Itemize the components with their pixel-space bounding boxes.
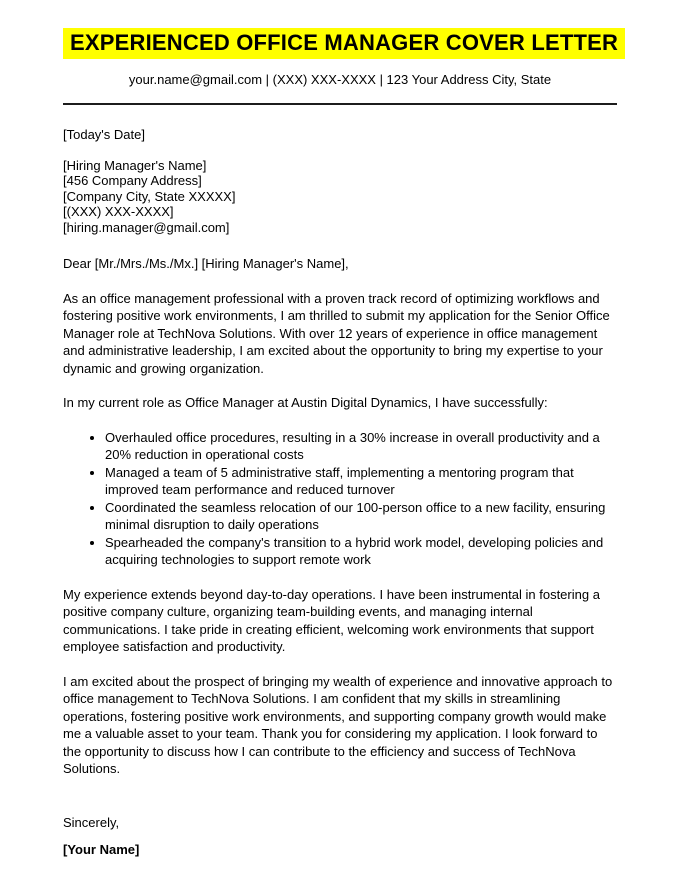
letter-body <box>63 127 617 859</box>
achievement-item: • Spearheaded the company's transition to a hybrid work model, developing policies and acquiring technologies to support remote work <box>105 534 617 569</box>
recipient-line: [(XXX) XXX-XXXX] <box>63 204 174 219</box>
paragraph-intro: As an office management professional with a proven track record of optimizing workflows and fostering positive work environments, I am thrilled to submit my application for the Senior Office Manager role at TechNova Solutions. With over 12 years of experience in office management and administrative leadership, I am excited about the opportunity to bring my expertise to your dynamic and growing organization. <box>63 290 610 376</box>
recipient-line: [hiring.manager@gmail.com] <box>63 219 230 235</box>
page-title <box>63 28 617 59</box>
recipient-line: [Hiring Manager's Name] <box>63 157 207 173</box>
paragraph-current-role: In my current role as Office Manager at Austin Digital Dynamics, I have successfully: <box>63 395 548 410</box>
recipient-line: [Company City, State XXXXX] <box>63 188 236 204</box>
date-line: [Today's Date] <box>63 127 145 142</box>
achievement-item: • Overhauled office procedures, resulting in a 30% increase in overall productivity and a 20% reduction in operational costs <box>105 429 617 464</box>
signature-name: [Your Name] <box>63 842 140 857</box>
paragraph-closing: I am excited about the prospect of bringing my wealth of experience and innovative approach to office management to TechNova Solutions. I am confident that my skills in streamlining operations, fostering positive work environments, and supporting company growth would make me a valuable asset to your team. Thank you for considering my application. I look forward to the opportunity to discuss how I can contribute to the efficiency and success of TechNova Solutions. <box>63 673 613 776</box>
header-divider <box>63 103 617 105</box>
paragraph-experience: My experience extends beyond day-to-day operations. I have been instrumental in fostering a positive company culture, organizing team-building events, and managing internal communications. I take pride in creating efficient, welcoming work environments that support employee satisfaction and productivity. <box>63 586 600 654</box>
achievements-list <box>63 429 617 569</box>
recipient-block <box>63 158 617 236</box>
achievement-item: • Coordinated the seamless relocation of our 100-person office to a new facility, ensuring minimal disruption to daily operations <box>105 499 617 534</box>
recipient-line: [456 Company Address] <box>63 173 202 188</box>
achievement-item: • Managed a team of 5 administrative staff, implementing a mentoring program that improved team performance and reduced turnover <box>105 464 617 499</box>
contact-line: your.name@gmail.com | (XXX) XXX-XXXX | 123 Your Address City, State <box>128 72 552 87</box>
signoff: Sincerely, <box>63 814 120 830</box>
salutation: Dear [Mr./Mrs./Ms./Mx.] [Hiring Manager's Name], <box>63 256 349 271</box>
title-highlight: EXPERIENCED OFFICE MANAGER COVER LETTER <box>63 28 625 59</box>
